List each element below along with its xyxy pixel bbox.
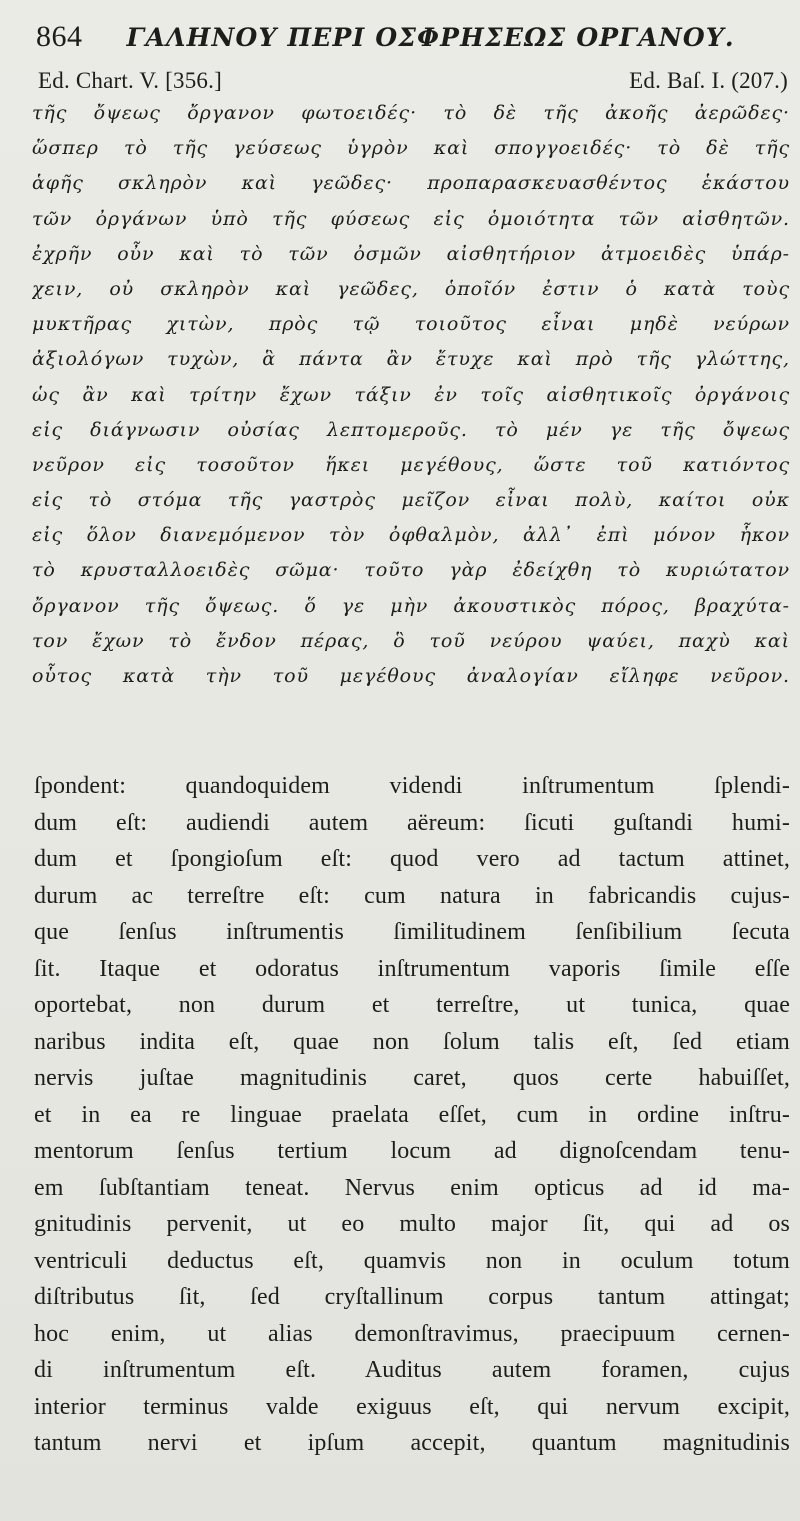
greek-line: ἐχρῆν οὖν καὶ τὸ τῶν ὀσμῶν αἰσθητήριον ἀτμοειδὲς ὑπάρ- [32,242,790,265]
latin-line: durum ac terreſtre eſt: cum natura in fabricandis cujus- [34,882,790,909]
latin-line: dum et ſpongioſum eſt: quod vero ad tactum attinet, [34,846,790,872]
greek-line: νεῦρον εἰς τοσοῦτον ἥκει μεγέθους, ὥστε τοῦ κατιόντος [32,453,790,476]
greek-line: μυκτῆρας χιτὼν, πρὸς τῷ τοιοῦτος εἶναι μηδὲ νεύρων [32,313,790,336]
greek-line: τῶν ὀργάνων ὑπὸ τῆς φύσεως εἰς ὁμοιότητα τῶν αἰσθητῶν. [32,207,790,230]
latin-line: em ſubſtantiam teneat. Nervus enim opticus ad id ma- [34,1174,790,1201]
latin-text-block [34,768,790,1503]
greek-line: εἰς τὸ στόμα τῆς γαστρὸς μεῖζον εἶναι πολὺ, καίτοι οὐκ [32,489,790,512]
page-header [36,20,774,60]
latin-line: diſtributus ſit, ſed cryſtallinum corpus tantum attingat; [34,1284,790,1310]
greek-line: τὸ κρυσταλλοειδὲς σῶμα· τοῦτο γὰρ ἐδείχθη τὸ κυριώτατον [32,559,790,582]
edition-basel-reference: Ed. Baſ. I. (207.) [629,68,788,93]
greek-line: ὄργανον τῆς ὄψεως. ὅ γε μὴν ἀκουστικὸς πόρος, βραχύτα- [32,594,790,617]
latin-line: et in ea re linguae praelata eſſet, cum in ordine inſtru- [34,1101,790,1128]
greek-line: εἰς διάγνωσιν οὐσίας λεπτομεροῦς. τὸ μέν γε τῆς ὄψεως [32,418,790,441]
latin-line: nervis juſtae magnitudinis caret, quos certe habuiſſet, [34,1065,790,1091]
latin-line: tantum nervi et ipſum accepit, quantum magnitudinis [34,1430,790,1456]
latin-line: mentorum ſenſus tertium locum ad dignoſcendam tenu- [34,1138,790,1164]
greek-line: ὡς ἂν καὶ τρίτην ἔχων τάξιν ἐν τοῖς αἰσθητικοῖς ὀργάνοις [32,383,790,406]
latin-line: naribus indita eſt, quae non ſolum talis eſt, ſed etiam [34,1028,790,1055]
latin-line: di inſtrumentum eſt. Auditus autem foramen, cujus [34,1357,790,1383]
running-head: ΓΑΛΗΝΟΥ ΠΕΡΙ ΟΣΦΡΗΣΕΩΣ ΟΡΓΑΝΟΥ. [126,23,735,52]
greek-line: οὗτος κατὰ τὴν τοῦ μεγέθους ἀναλογίαν εἴληφε νεῦρον. [32,665,790,687]
latin-line: gnitudinis pervenit, ut eo multo major ſit, qui ad os [34,1211,790,1237]
latin-line: hoc enim, ut alias demonſtravimus, praecipuum cernen- [34,1320,790,1347]
latin-line: oportebat, non durum et terreſtre, ut tunica, quae [34,992,790,1018]
edition-references [38,68,788,98]
page-number: 864 [36,20,83,53]
greek-line: τον ἔχων τὸ ἔνδον πέρας, ὃ τοῦ νεύρου ψαύει, παχὺ καὶ [32,629,790,652]
greek-line: ἀξιολόγων τυχὼν, ἃ πάντα ἂν ἔτυχε καὶ πρὸ τῆς γλώττης, [32,348,790,371]
edition-chart-reference: Ed. Chart. V. [356.] [38,68,222,93]
latin-line: interior terminus valde exiguus eſt, qui nervum excipit, [34,1393,790,1420]
greek-line: ὥσπερ τὸ τῆς γεύσεως ὑγρὸν καὶ σπογγοειδές· τὸ δὲ τῆς [32,137,790,160]
greek-line: εἰς ὅλον διανεμόμενον τὸν ὀφθαλμὸν, ἀλλ᾽ ἐπὶ μόνον ἧκον [32,524,790,547]
latin-line: que ſenſus inſtrumentis ſimilitudinem ſenſibilium ſecuta [34,919,790,945]
latin-line: ventriculi deductus eſt, quamvis non in oculum totum [34,1247,790,1274]
greek-line: χειν, οὐ σκληρὸν καὶ γεῶδες, ὁποῖόν ἐστιν ὁ κατὰ τοὺς [32,277,790,300]
latin-line: ſit. Itaque et odoratus inſtrumentum vaporis ſimile eſſe [34,955,790,982]
latin-line: ſpondent: quandoquidem videndi inſtrumentum ſplendi- [34,773,790,799]
greek-text-block [32,96,790,746]
greek-line: τῆς ὄψεως ὄργανον φωτοειδές· τὸ δὲ τῆς ἀκοῆς ἀερῶδες· [32,102,790,124]
greek-line: ἁφῆς σκληρὸν καὶ γεῶδες· προπαρασκευασθέντος ἑκάστου [32,172,790,195]
latin-line: dum eſt: audiendi autem aëreum: ſicuti guſtandi humi- [34,809,790,836]
